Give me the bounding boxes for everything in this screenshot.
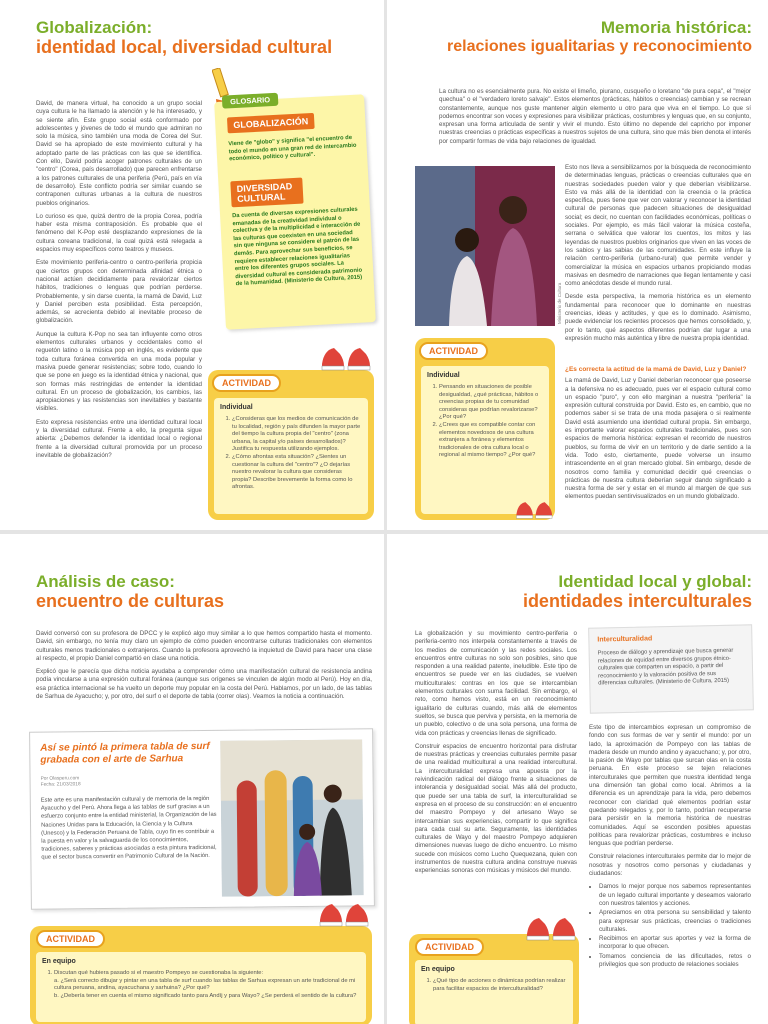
activity-box-2 bbox=[415, 338, 555, 520]
paragraph: Construir relaciones interculturales permite dar lo mejor de nosotras y nosotros como personas y ciudadanas y ciudadanos: bbox=[589, 853, 751, 878]
page-title-1: Globalización: bbox=[36, 18, 153, 37]
news-body: Este arte es una manifestación cultural y de memoria de la región Ayacucho y del Perú. Ahora llega a las tablas de surf gracias a un esfuerzo conjunto entre la entidad ministerial, la Organización de las Naciones Unidas para la Educación, la Ciencia y la Cultura (Unesco) y la Federación Peruana de Tabla, cuyo fin es contribuir a la puesta en valor y la salvaguarda de los conocimientos, tradiciones, saberes y prácticas asociadas a esta pintura tradicional, que el sector busca convertir en Patrimonio Cultural de la Nación. bbox=[40, 795, 217, 862]
news-meta: Por Olasperu.com Fecha: 21/03/2018 bbox=[40, 776, 81, 788]
glossary-definition-globalizacion: Viene de "globo" y significa "el encuentro de todo el mundo en una gran red de intercambio económico, político y cultural". bbox=[228, 134, 357, 163]
activity-sub: En equipo bbox=[42, 958, 76, 965]
page-subtitle-4: identidades interculturales bbox=[522, 591, 752, 611]
page-title-2: Memoria histórica: bbox=[600, 18, 752, 37]
page-identidad-local-global bbox=[387, 534, 768, 1024]
list-item: • Tomamos conciencia de las dificultades, retos o privilegios que son producto de relaciones sociales bbox=[599, 953, 751, 970]
glossary-note bbox=[214, 94, 376, 330]
glossary-tag: GLOSARIO bbox=[222, 93, 279, 109]
sneakers-icon bbox=[320, 340, 374, 372]
page-subtitle-2: relaciones igualitarias y reconocimiento bbox=[447, 38, 752, 55]
paragraph: David, de manera virtual, ha conocido a un grupo social cuya cultura le ha llamado la atención y le ha interesado, y se siente afín. Este grupo social está conformado por adolescentes y jóvenes de todo el mundo que admiran no solo la música, sino también una moda de Corea del Sur. David se ha apropiado de este movimiento cultural y ha adoptado parte de las prácticas con las que se identifica. Con ello, David podría acoger patrones culturales de un "centro" (Corea, país desarrollado) que parecen enfrentarse a los patrones culturales de una periferia (Perú, país en vía de desarrollo). Este conflicto podría ser similar cuando se contraponen culturas urbanas a la cultura de nuestros pueblos originarios. bbox=[36, 100, 202, 207]
paragraph: Lo curioso es que, quizá dentro de la propia Corea, podría haber esta misma contraposición. Es probable que el fenómeno del K-Pop esté desplazando expresiones de la cultura coreana tradicional, la cual quizá está relegada a espacios muy específicos como teatros y museos. bbox=[36, 212, 202, 254]
question-heading: ¿Es correcta la actitud de la mamá de David, Luz y Daniel? bbox=[565, 366, 747, 373]
glossary-definition-diversidad: Da cuenta de diversas expresiones culturales emanadas de la creatividad individual o colectiva y de la multiplicidad e interacción de las culturas que coexisten en una sociedad sin que ninguna se considere el patrón de las demás. Para aprovechar sus beneficios, se requiere establecer relaciones igualitarias entre los diferentes grupos sociales. La diversidad cultural es considerada patrimonio de la humanidad. (Ministerio de Cultura, 2015) bbox=[231, 206, 363, 288]
paragraph: Este tipo de intercambios expresan un compromiso de fondo con sus formas de ver y sentir el mundo: por un lado, la aproximación de Pompeyo con las tablas de madera desde un mundo andino y ayacuchano; y, por otro, la pasión de Wayo por tablas que surcan olas en la costa peruana. En este proceso se tejen relaciones interculturales que permiten que nuestra identidad tenga una dimensión tan global como local. Abrimos a la diferencia es un aprendizaje para la vida, pero debemos reconocer con claridad qué elementos podrían estar quedando relegados y, por lo tanto, podrían recuperarse para persistir en la memoria histórica de nuestras comunidades. Aquí se esconden posibles apuestas políticas para revalorizar prácticas, costumbres e incluso lenguas que podrían perderse. bbox=[589, 724, 751, 848]
body-text-4-right bbox=[589, 724, 751, 970]
paragraph: Esto expresa resistencias entre una identidad cultural local y la diversidad cultural. Frente a ello, la pregunta sigue abierta: ¿Debemos defender la identidad local o regional frente a la diversidad cultural promovida por un proceso inevitable de globalización? bbox=[36, 418, 202, 459]
sneakers-icon bbox=[525, 910, 579, 942]
activity-label: ACTIVIDAD bbox=[415, 938, 484, 956]
photo-surfboard-artists bbox=[220, 739, 364, 896]
activity-items bbox=[427, 384, 543, 460]
list-item: • Recibimos en aportar sus aportes y vez la forma de incorporar lo que ofrecen. bbox=[599, 935, 751, 952]
question-block bbox=[565, 362, 751, 507]
photo-credit: Ministerio de Cultura bbox=[557, 282, 562, 324]
list-item: • Damos lo mejor porque nos sabemos representantes de un legado cultural importante y deseamos valorarlo con nuestros talentos y acciones. bbox=[599, 883, 751, 908]
activity-item: 1. Discutan qué hubiera pasado si el maestro Pompeyo se cuestionaba la siguiente: bbox=[54, 970, 360, 978]
list-item: • Apreciamos en otra persona su sensibilidad y talento para expresar sus prácticas, creencias o tradiciones culturales. bbox=[599, 909, 751, 934]
intro-text-2 bbox=[439, 88, 751, 151]
news-title: Así se pintó la primera tabla de surf grabada con el arte de Sarhua bbox=[40, 740, 210, 766]
activity-box-1 bbox=[208, 370, 374, 520]
body-text-2 bbox=[565, 164, 751, 348]
body-text-4-left bbox=[415, 630, 577, 881]
page-subtitle-1: identidad local, diversidad cultural bbox=[36, 37, 333, 57]
body-text-3 bbox=[36, 630, 372, 706]
sneakers-icon bbox=[318, 896, 372, 928]
sneakers-icon bbox=[515, 495, 555, 521]
page-analisis-de-caso bbox=[0, 534, 384, 1024]
activity-item: 1. ¿Consideras que los medios de comunicación de tu localidad, región y país difunden la mayor parte del tiempo la cultura propia del "centro" (zona urbana, la capital y/o países desarrollados)? Justifica tu respuesta utilizando ejemplos. bbox=[232, 416, 362, 454]
activity-subitem: a. ¿Será correcto dibujar y pintar en una tabla de surf cuando las tablas de Sarhua expresan un arte tradicional de mi cultura peruana, andina, ayacuchana y sarhuina? ¿Por qué? bbox=[54, 977, 356, 992]
paragraph: Construir espacios de encuentro horizontal para disfrutar de nuestras prácticas y creencias culturales permite pasar de una realidad multicultural a una realidad intercultural. La interculturalidad expresa una apuesta por la reivindicación radical del diálogo frente a situaciones de intolerancia y desigualdad social. Más allá del producto, que puede ser una tabla de surf, la interculturalidad se expresa en el proceso de su construcción: en el encuentro del maestro Pompeyo y del artesano Wayo se intercambian sus experiencias, compartir lo que significa para cada cual su arte. Seguramente, las identidades culturales de Wayo y del maestro Pompeyo adquieren dimensiones nuevas luego de dicho encuentro. Lo mismo sucede con músicos como Lucho Quequezana, quien con instrumentos de nuestra cultura andina construye nuevas experiencias sonoras con músicas y músicos del mundo. bbox=[415, 742, 577, 875]
definition-term: Interculturalidad bbox=[597, 635, 653, 644]
activity-item: 1. Pensando en situaciones de posible desigualdad, ¿qué prácticas, hábitos o creencias propias de tu comunidad consideras que podrían revalorizarse? ¿Por qué? bbox=[439, 384, 543, 422]
paragraph: Esto nos lleva a sensibilizarnos por la búsqueda de reconocimiento de determinadas lenguas, prácticas o creencias culturales que en nuestras sociedades pueden valor y que deberían visibilizarse. Esto va más allá de la identidad con la creencia o la práctica específica, pues tiene que ver con valorar y reconocer la identidad cultural de personas que padecen situaciones de desigualdad social; es decir, no cuentan con facilidades económicas, políticas o sociales. Por ejemplo, es más fácil valorar la música costeña, serrana o selvática que valorar los cuentos, los mitos y las leyendas de nuestros pueblos originarios que viven en las voces de los sabios y las sabias de las comunidades. En este influye la relación centro-periferia (urbano-rural) que permite vender y comercializar la música en espacios urbanos propiciando modas masivas en desmedro de narraciones que llegan lentamente y casi como anécdotas desde el mundo rural. bbox=[565, 164, 751, 288]
paragraph: Aunque la cultura K-Pop no sea tan influyente como otros elementos culturales urbanos y occidentales como el reguetón latino o la música pop en inglés, es evidente que toda cultura foránea convertida en una moda popular y masiva puede generar resistencias; sobre todo, cuando lo que se pone en juego es la identidad étnica y nacional, que son formas más restringidas de entender la identidad cultural. En un proceso de globalización, los cambios, las apropiaciones y las resistencias son inevitables y bastante visibles. bbox=[36, 330, 202, 413]
activity-item: 2. ¿Cómo afrontas esta situación? ¿Sientes un cuestionar la cultura del "centro"? ¿O dejarías nuestro revalorar la cultura que consideras propia? Describe brevemente la forma como lo afrontas. bbox=[232, 454, 362, 492]
activity-items bbox=[421, 978, 567, 993]
activity-box-3 bbox=[30, 926, 372, 1024]
activity-label: ACTIVIDAD bbox=[419, 342, 488, 360]
definition-text: Proceso de diálogo y aprendizaje que busca generar relaciones de equidad entre diversos grupos étnico-culturales que comparten un espacio, a partir del reconocimiento y la valoración positiva de sus diferencias culturales. (Ministerio de Cultura, 2015) bbox=[597, 647, 734, 687]
paragraph: La globalización y su movimiento centro-periferia o periferia-centro nos interpela constantemente a través de los medios de comunicación y las redes sociales. Los encuentros entre culturas no solo son posibles, sino que responden a una realidad patente, ineludible. Este tipo de encuentros se puede ver en las ciudades, se vuelven multiculturales: contras en los que se intercambian elementos culturales con suma facilidad. Sin embargo, el reto, como hemos visto, está en un reconocimiento igualitario de culturas cuando, más allá de elementos sueltos, se busca que perviva y persista, en la memoria de un pueblo, colectivo o de una sola persona, una forma de vida con prácticas y creencias llenas de significado. bbox=[415, 630, 577, 737]
activity-items bbox=[220, 416, 362, 492]
activity-box-4 bbox=[409, 934, 579, 1024]
page-subtitle-3: encuentro de culturas bbox=[36, 591, 225, 611]
paragraph: Explicó que le parecía que dicha noticia ayudaba a comprender cómo una manifestación cultural de resistencia andina podía vincularse a una expresión cultural foránea (aunque sus orígenes se vinculen de algún modo al Perú). Hoy en día, esa práctica internacional se ha vuelto un deporte muy popular en la costa del Perú. Hablamos, por un lado, de las tablas de Sarhua de Ayacucho; y, por otro, del surf o el deporte de tabla (correr olas). Veamos la noticia a continuación. bbox=[36, 668, 372, 701]
activity-inner bbox=[415, 960, 573, 1024]
page-globalizacion bbox=[0, 0, 384, 530]
paragraph: La cultura no es esencialmente pura. No existe el limeño, piurano, cusqueño o loretano "de pura cepa", el "mejor quechua" o el "verdadero loreto salvaje". Estos elementos (prácticas, hábitos o creencias) cambian y se recrean constantemente, aunque nos guste mantener algún elemento u otro para que viva en el tiempo. Lo que sí podemos encontrar son voces y expresiones para visibilizar prácticas, costumbres y lenguas que, en su conjunto, expresan una forma articulada de sentir y vivir el mundo. Esto último no depende del capricho por imponer nuestras creencias o prácticas específicas a nuestros sujetos de una cultura, sino que más bien denota el interés por compartir formas de vida bajo relaciones de igualdad. bbox=[439, 88, 751, 145]
activity-label: ACTIVIDAD bbox=[212, 374, 281, 392]
paragraph: David conversó con su profesora de DPCC y le explicó algo muy similar a lo que hemos compartido hasta el momento. David, sin embargo, no tenía muy claro un ejemplo de cómo pueden encontrarse culturas tradicionales con elementos culturales menos tradicionales o extranjeros. Cuando la profesora aprovechó la inquietud de David para hacer una clase al respecto, el propio Daniel compartió en clase una noticia. bbox=[36, 630, 372, 662]
bullet-list bbox=[589, 883, 751, 969]
activity-inner bbox=[421, 366, 549, 514]
glossary-term-diversidad: DIVERSIDAD CULTURAL bbox=[230, 178, 303, 208]
page-title-4: Identidad local y global: bbox=[558, 572, 752, 591]
photo-girls-talking bbox=[415, 166, 555, 326]
activity-item: 2. ¿Crees que es compatible contar con elementos novedosos de una cultura extranjera a foránea y elementos tradicionales de otra cultura local o regional al mismo tiempo? ¿Por qué? bbox=[439, 422, 543, 460]
activity-item: 1. ¿Qué tipo de acciones o dinámicas podrían realizar para facilitar espacios de interculturalidad? bbox=[433, 978, 567, 993]
paragraph: Este movimiento periferia-centro o centro-periferia propicia que ciertos grupos con determinada afinidad étnica o nacional actúen decididamente para revalorizar ciertos hábitos, tradiciones o lenguas que podrían perderse. Probablemente, y sin darse cuenta, la mamá de David, Luz y Daniel perciben esta posibilidad. Esta percepción, además, se acrecienta debido al inevitable proceso de globalización. bbox=[36, 259, 202, 325]
activity-sub: Individual bbox=[427, 372, 460, 379]
paragraph: La mamá de David, Luz y Daniel deberían reconocer que poseerse a la defensiva no es adecuado, pues ver el espacio cultural como un espacio "puro", y con ello marginan a nuestra "periferia" la expresión cultural construida por David. Esto es, en cambio, que no podemos saber si se trata de una moda pasajera o si realmente David está asumiendo una identidad cultural propia. Sin embargo, es importante valorar espacios culturales tradicionales, pues son espacios de memoria histórica: expresan el recorrido de nuestros pueblos, su forma de vivir en un territorio y de darle sentido a la vida. Todo esto, ciertamente, puede volverse un insumo intrascendente en el gran mercado global. Sin embargo, desde de nosotros como familia y comunidad decidir qué creencias o prácticas de nuestra cultura deberían seguir dando significado a nuestra forma de ser y estar en el mundo al margen de que sus elementos puedan sentirvisualizados en un mundo globalizado. bbox=[565, 377, 751, 501]
body-text-1 bbox=[36, 100, 202, 465]
paragraph: Desde esta perspectiva, la memoria histórica es un elemento fundamental para reconocer que lo dominante en nuestras creencias, ideas y actitudes, y que es lo dominado. Asimismo, puede evidenciar los recientes procesos que hemos consolidado, y, por lo tanto, qué aspectos diferentes podrían dar lugar a una expresión mucho más auténtica y libre de nuestra propia identidad. bbox=[565, 293, 751, 342]
page-title-3: Análisis de caso: bbox=[36, 572, 175, 591]
glossary-term-globalizacion: GLOBALIZACIÓN bbox=[227, 113, 315, 134]
activity-sub: En equipo bbox=[421, 966, 455, 973]
activity-items bbox=[42, 970, 360, 1000]
activity-inner bbox=[214, 398, 368, 514]
activity-sub: Individual bbox=[220, 404, 253, 411]
activity-subitem: b. ¿Debería tener en cuenta el mismo significado tanto para Andíj y para Wayo? ¿Se perderá el sentido de la cultura? bbox=[54, 992, 357, 999]
activity-label: ACTIVIDAD bbox=[36, 930, 105, 948]
news-clipping bbox=[29, 728, 375, 910]
page-memoria-historica bbox=[387, 0, 768, 530]
activity-inner bbox=[36, 952, 366, 1022]
interculturalidad-definition bbox=[588, 624, 754, 713]
